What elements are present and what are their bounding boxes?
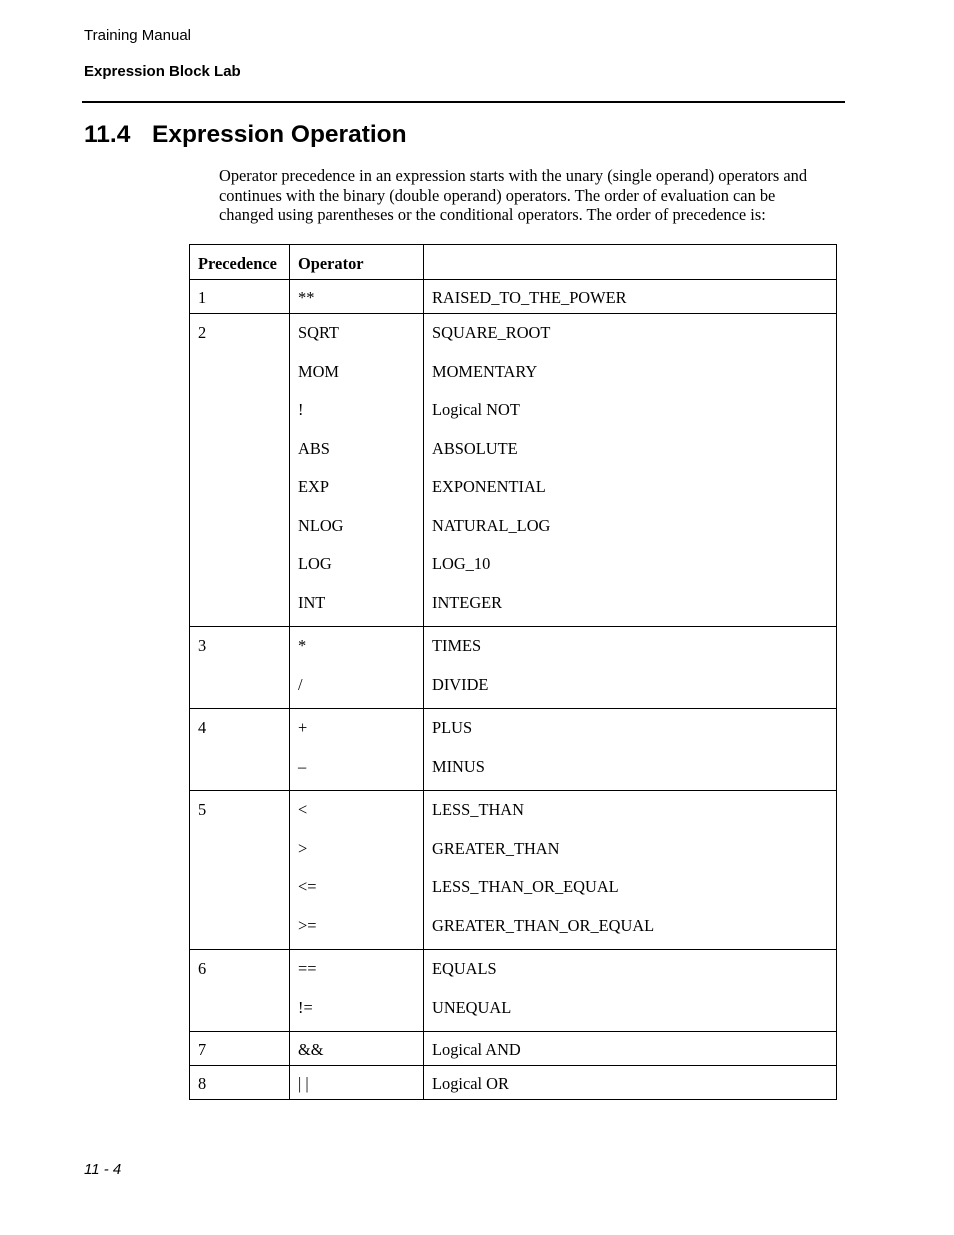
operator-cell <box>290 280 424 314</box>
section-number: 11.4 <box>84 121 131 148</box>
operator-symbol: LOG <box>298 554 332 573</box>
precedence-value: 1 <box>198 288 207 307</box>
operator-name: Logical NOT <box>432 400 520 419</box>
operator-symbol: * <box>298 636 307 655</box>
operator-name: NATURAL_LOG <box>432 515 551 535</box>
table-row <box>190 791 837 950</box>
precedence-cell <box>190 1066 290 1100</box>
precedence-value: 2 <box>198 323 207 342</box>
operator-symbol: NLOG <box>298 515 344 535</box>
operator-cell <box>290 1066 424 1100</box>
table-row <box>190 627 837 709</box>
operator-name: TIMES <box>432 636 482 655</box>
operator-symbol: ! <box>298 400 304 419</box>
precedence-cell <box>190 950 290 1032</box>
intro-paragraph <box>219 166 844 225</box>
operator-symbol: EXP <box>298 477 329 496</box>
operator-precedence-table <box>189 244 837 1100</box>
operator-name: SQUARE_ROOT <box>432 323 551 342</box>
operator-symbol: ** <box>298 288 315 307</box>
precedence-cell <box>190 627 290 709</box>
operator-name: LOG_10 <box>432 554 491 573</box>
operator-symbol: – <box>298 756 307 776</box>
precedence-cell <box>190 791 290 950</box>
description-cell <box>424 1032 837 1066</box>
operator-name: EQUALS <box>432 959 497 978</box>
precedence-value: 7 <box>198 1040 207 1059</box>
operator-symbol: == <box>298 959 317 978</box>
operator-cell <box>290 627 424 709</box>
operator-name: ABSOLUTE <box>432 438 518 458</box>
precedence-value: 6 <box>198 959 207 978</box>
table-header-row <box>190 245 837 280</box>
section-heading <box>84 121 407 149</box>
operator-name: MOMENTARY <box>432 361 538 381</box>
operator-symbol: < <box>298 800 308 819</box>
operator-symbol: && <box>298 1040 324 1059</box>
description-cell <box>424 280 837 314</box>
table-row <box>190 1066 837 1100</box>
operator-cell <box>290 950 424 1032</box>
page-number: 11 - 4 <box>84 1161 122 1178</box>
operator-symbol: <= <box>298 877 317 896</box>
precedence-value: 8 <box>198 1074 207 1093</box>
operator-name: UNEQUAL <box>432 997 512 1017</box>
description-cell <box>424 314 837 627</box>
operator-name: GREATER_THAN <box>432 838 560 858</box>
table-row <box>190 280 837 314</box>
operator-name: EXPONENTIAL <box>432 477 546 496</box>
operator-symbol: | | <box>298 1074 309 1093</box>
operator-name: GREATER_THAN_OR_EQUAL <box>432 915 655 935</box>
operator-cell <box>290 1032 424 1066</box>
description-cell <box>424 709 837 791</box>
operator-name: INTEGER <box>432 592 503 612</box>
operator-name: DIVIDE <box>432 674 489 694</box>
operator-name: LESS_THAN_OR_EQUAL <box>432 877 619 896</box>
header-divider <box>82 101 845 103</box>
operator-name: Logical OR <box>432 1074 509 1093</box>
precedence-cell <box>190 280 290 314</box>
operator-symbol: INT <box>298 592 326 612</box>
table-row <box>190 314 837 627</box>
operator-name: PLUS <box>432 718 473 737</box>
intro-line: changed using parentheses or the conditional operators. The order of precedence is: <box>219 205 766 224</box>
intro-line: Operator precedence in an expression starts with the unary (single operand) operators and <box>219 166 808 185</box>
precedence-cell <box>190 314 290 627</box>
description-cell <box>424 950 837 1032</box>
table-row <box>190 950 837 1032</box>
operator-symbol: ABS <box>298 438 330 458</box>
operator-name: RAISED_TO_THE_POWER <box>432 288 627 307</box>
running-header-section-title: Expression Block Lab <box>84 63 241 80</box>
operator-name: LESS_THAN <box>432 800 524 819</box>
operator-symbol: MOM <box>298 361 339 381</box>
operator-name: MINUS <box>432 756 485 776</box>
description-cell <box>424 627 837 709</box>
operator-name: Logical AND <box>432 1040 521 1059</box>
description-cell <box>424 1066 837 1100</box>
operator-cell <box>290 791 424 950</box>
operator-symbol: SQRT <box>298 323 339 342</box>
operator-symbol: != <box>298 997 313 1017</box>
operator-cell <box>290 709 424 791</box>
operator-symbol: >= <box>298 915 317 935</box>
precedence-cell <box>190 709 290 791</box>
operator-symbol: / <box>298 674 303 694</box>
header-cell-precedence: Precedence <box>190 245 290 280</box>
precedence-value: 5 <box>198 800 207 819</box>
table-row <box>190 709 837 791</box>
section-title: Expression Operation <box>152 121 407 148</box>
header-cell-operator: Operator <box>290 245 424 280</box>
operator-cell <box>290 314 424 627</box>
header-cell-description <box>424 245 837 280</box>
operator-symbol: > <box>298 838 308 858</box>
operator-symbol: + <box>298 718 308 737</box>
intro-line: continues with the binary (double operand) operators. The order of evaluation can be <box>219 185 776 205</box>
table-row <box>190 1032 837 1066</box>
precedence-value: 3 <box>198 636 207 655</box>
description-cell <box>424 791 837 950</box>
precedence-cell <box>190 1032 290 1066</box>
running-header-doc-title: Training Manual <box>84 27 191 44</box>
precedence-value: 4 <box>198 718 207 737</box>
